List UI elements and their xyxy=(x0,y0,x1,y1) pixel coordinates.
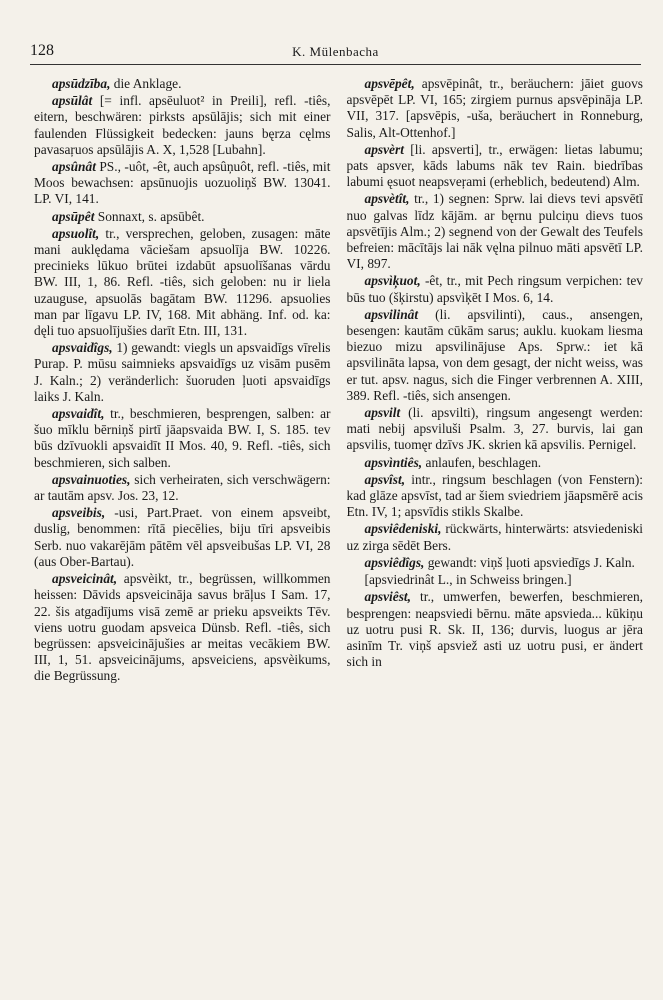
entry-headword: apsūdzība, xyxy=(52,76,111,91)
entry-text: tr., beschmieren, besprengen, salben: ar šuo mīklu bērniņš pirtī jāapsvaida BW. I, S. 185. tev būs dzīvuokli apsvaidīt II Mos. 40, 9. Refl. -tiês, sich beschmieren, sich salben. xyxy=(34,406,331,470)
dictionary-entry xyxy=(347,273,644,305)
dictionary-entry xyxy=(347,589,644,670)
entry-text: 1) gewandt: viegls un apsvaidīgs vīrelis Purap. P. mūsu saimnieks apsvaidīgs uz visām pusēm J. Kaln.; 2) veränderlich: šuoruden ļuoti apsvaidīgs laiks J. Kaln. xyxy=(34,340,331,404)
entry-headword: apsviêdîgs, xyxy=(364,554,425,570)
entry-headword: apsvèrt xyxy=(364,141,404,157)
entry-text: PS., -uôt, -êt, auch apsûņuôt, refl. -tiês, mit Moos bewachsen: apsūnuojis uozuoliņš BW. 13041. LP. VI, 141. xyxy=(34,159,331,207)
entry-text: intr., ringsum beschlagen (von Fenstern): kad glāze apsvīst, tad ar šiem sviedriem jāapsmērē acis Etn. IV, 1; apsvīdis stikls Skalbe. xyxy=(346,471,643,520)
dictionary-entry xyxy=(34,340,331,405)
entry-text: -usi, Part.Praet. von einem apsveibt, duslig, benommen: rītā piecēlies, biju tīri apsveibis Serb. nuo vakarējām pātēm vēl apsveibušas LP. VI, 28 (aus Ober-Bartau). xyxy=(34,505,331,569)
entry-headword: apsvēpêt, xyxy=(364,76,415,91)
dictionary-entry xyxy=(34,159,331,208)
dictionary-entry xyxy=(34,571,331,684)
entry-text: gewandt: viņš ļuoti apsviedīgs J. Kaln. xyxy=(424,554,635,570)
entry-text: tr., umwerfen, bewerfen, beschmieren, besprengen: neapsviedi bērnu. māte apsvieda... kūkiņu uz uotru pusi R. Sk. II, 136; durvis, luogus ar jēra asinīm Tr. viņš apsviež asti uz uotru pusi, er ändert sich in xyxy=(346,589,643,670)
right-column xyxy=(347,76,644,982)
entry-text: [= infl. apsēuluot² in Preili], refl. -tiês, eitern, beschwären: pirksts apsūlājis; sich mit einer faulenden Flüssigkeit bedecken: jauns bęrza cęlms pavasaŗuos apsūlājis A. X, 1,528 [Lubahn]. xyxy=(34,93,331,157)
entry-headword: apsvìntiês, xyxy=(364,454,423,470)
dictionary-entry xyxy=(34,209,331,225)
page-header xyxy=(30,42,641,65)
entry-text: tr., versprechen, geloben, zusagen: māte mani auklędama vāciešam apsuolīja BW. 10226. precinieks lūkuo brūtei izdabūt apsuolīšanas vārdu BW. III, 1, 86. Refl. -tiês, sich geloben: nu ir liela uzauguse, apsuolās bagātam BW. 11296. apsuolies man par līgavu LP. IV, 168. Mit abhäng. Inf. od. ka: dęli tuo apsuolījušies darīt Etn. III, 131. xyxy=(34,225,331,339)
entry-headword: apsūpêt xyxy=(52,208,95,224)
dictionary-entry xyxy=(347,572,644,588)
entry-text: die Anklage. xyxy=(110,76,182,91)
entry-headword: apsveicinât, xyxy=(52,571,118,587)
entry-headword: apsvîst, xyxy=(364,471,406,487)
dictionary-entry xyxy=(347,405,644,454)
dictionary-entry xyxy=(34,226,331,339)
entry-headword: apsvaidîgs, xyxy=(52,340,113,356)
dictionary-entry xyxy=(34,505,331,570)
dictionary-entry xyxy=(34,472,331,504)
entry-headword: apsûnât xyxy=(52,159,96,175)
entry-headword: apsvilinât xyxy=(364,306,419,322)
entry-text: apsvēpinât, tr., beräuchern: jāiet guovs apsvēpēt LP. VI, 165; zirgiem purnus apsvēpināja LP. VII, 317. [apsvēpis, -uša, beräuchert in Ronneburg, Salis, Alt-Ottenhof.] xyxy=(346,76,643,140)
left-column xyxy=(34,76,331,982)
dictionary-entry xyxy=(347,455,644,471)
entry-headword: apsuolît, xyxy=(52,225,100,241)
dictionary-entry xyxy=(347,76,644,141)
dictionary-entry xyxy=(347,142,644,191)
entry-text: [li. apsverti], tr., erwägen: lietas labumu; pats apsver, kāds labums nāk tev Rain. biedrības labumi ęsuot neapsveŗami (erheblich, bedeutend) Alm. xyxy=(346,141,643,190)
dictionary-entry xyxy=(347,191,644,272)
entry-text: rückwärts, hinterwärts: atsviedeniski uz zirga sēdēt Bers. xyxy=(346,521,643,553)
dictionary-entry xyxy=(34,406,331,471)
entry-headword: apsviêst, xyxy=(364,589,411,605)
entry-text: -êt, tr., mit Pech ringsum verpichen: tev būs tuo (šķirstu) apsvìķēt I Mos. 6, 14. xyxy=(346,273,643,305)
entry-text: sich verheiraten, sich verschwägern: ar tautām apsv. Jos. 23, 12. xyxy=(34,471,331,504)
entry-text: tr., 1) segnen: Sprw. lai dievs tevi apsvētī nuo galvas līdz kājām. ar bęrnu pulciņu dievs tuos apsvētījis Alm.; 2) segnend von der Gewalt des Teufels befreien: mācītājs lai nāk vęlna pilnuo māti apsvētī LP. VI, 897. xyxy=(346,191,643,272)
entry-text: (li. apsvilinti), caus., ansengen, besengen: kautām cūkām sarus; auklu. kuokam liesma biezuo mizu apsvilinājuse Aps. Sprw.: iet kā apsvilināta lapsa, von dem gesagt, der nicht weiss, was er tut. apsv. nagus, sich die Finger verbrennen A. XIII, 389. Refl. -tiês, sich ansengen. xyxy=(346,306,643,403)
page-number: 128 xyxy=(30,42,54,59)
entry-text: apsvèikt, tr., begrüssen, willkommen heissen: Dāvids apsveicināja savus brāļus I Sam. 17, 22. šis atgadījums visā zemē ar prieku apsveikts Tēv. viens uotru guodam apsveica Dünsb. Refl. -tiês, sich begrüssen: apsveicinājušies ar meitas vecākiem BW. III, 1, 51. apsveicinājums, apsveiciens, apsvèikums, die Begrüssung. xyxy=(34,571,331,684)
entry-text: anlaufen, beschlagen. xyxy=(422,454,542,470)
entry-headword: apsviêdeniski, xyxy=(364,521,442,537)
entry-text: (li. apsvilti), ringsum angesengt werden: mati nebij apsviluši Psalm. 3, 27. burvis, lai gan apsvilis, tuomęr dzīvs JK. skrien kā apsvilis. Pernigel. xyxy=(346,405,643,453)
entry-headword: apsvainuoties, xyxy=(52,471,131,487)
dictionary-entry xyxy=(347,307,644,404)
entry-headword: apsvilt xyxy=(364,405,401,421)
dictionary-entry xyxy=(34,93,331,158)
entry-headword: apsvìķuot, xyxy=(364,273,421,289)
dictionary-entry xyxy=(347,555,644,571)
dictionary-entry xyxy=(347,472,644,521)
entry-headword: apsvètît, xyxy=(364,191,410,207)
entry-headword: apsūlât xyxy=(52,93,93,109)
dictionary-entry xyxy=(347,521,644,553)
entry-headword: apsvaidît, xyxy=(52,406,105,422)
dictionary-entry xyxy=(34,76,331,92)
text-columns xyxy=(34,76,643,982)
entry-text: Sonnaxt, s. apsūbêt. xyxy=(94,208,205,224)
entry-headword: apsveibis, xyxy=(52,505,106,521)
running-head: K. Mülenbacha xyxy=(292,44,379,59)
entry-text: [apsviedrinât L., in Schweiss bringen.] xyxy=(364,572,572,588)
